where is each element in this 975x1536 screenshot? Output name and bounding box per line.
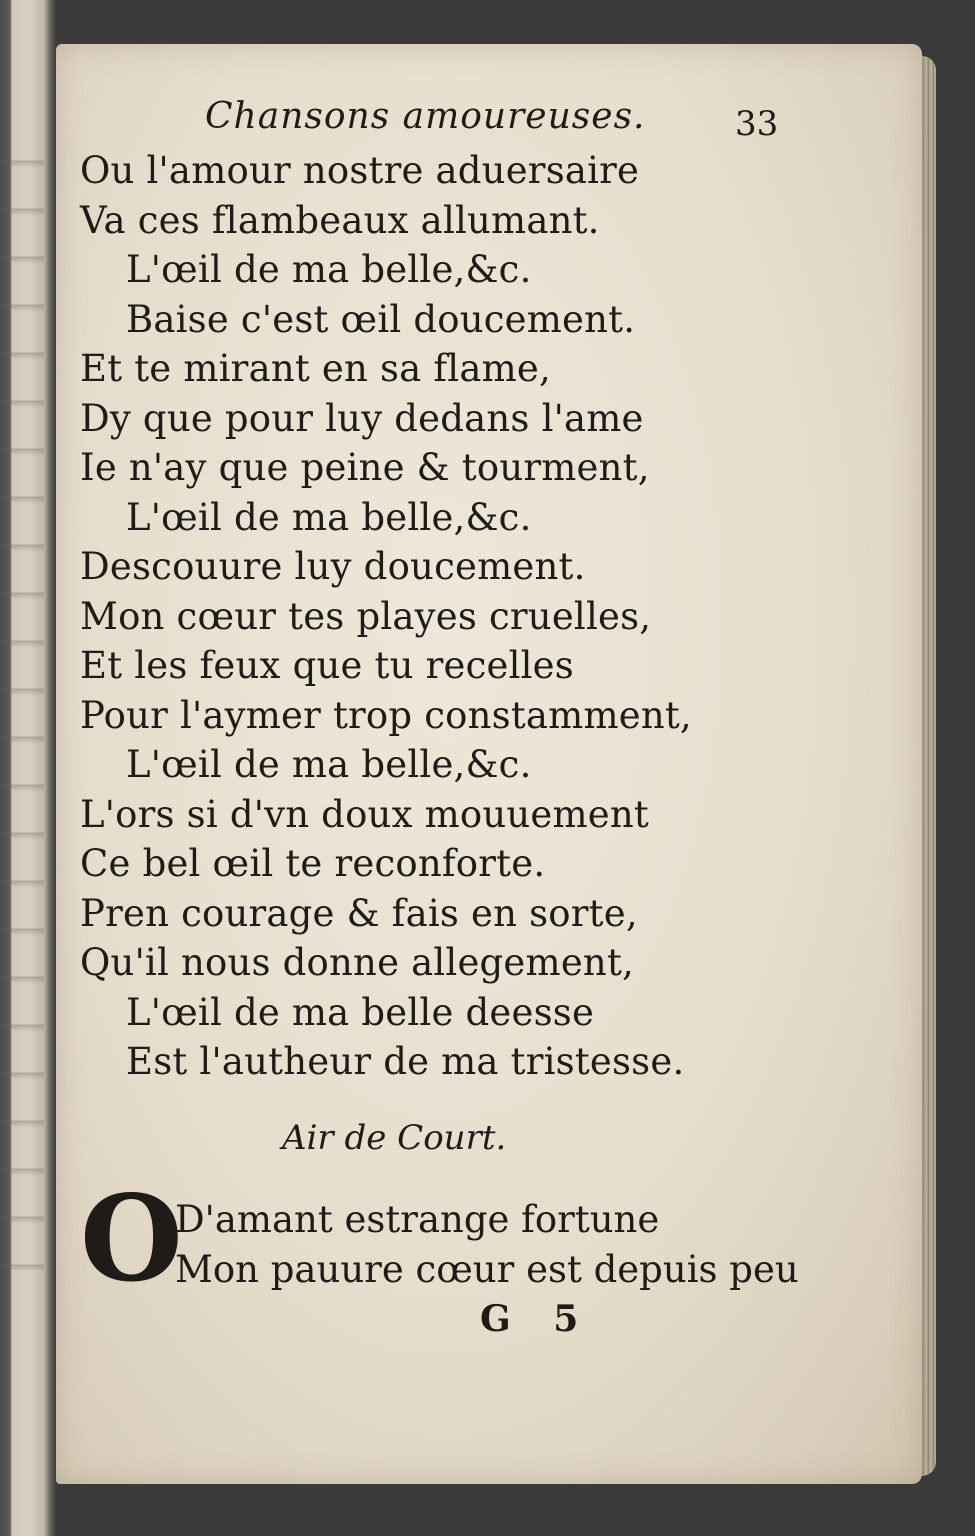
facing-page-edge: [0, 120, 44, 1270]
verse-line: Baise c'est œil doucement.: [126, 297, 636, 341]
verse-line: L'œil de ma belle deesse: [126, 990, 595, 1034]
verse-line: L'œil de ma belle,&c.: [126, 248, 532, 291]
verse-line: Mon cœur tes playes cruelles,: [80, 594, 652, 638]
verse-line: Ce bel œil te reconforte.: [80, 842, 546, 885]
verse-line: Et te mirant en sa flame,: [80, 347, 551, 390]
running-head: Chansons amoureuses.: [205, 96, 646, 137]
verse-line: Pren courage & fais en sorte,: [80, 891, 638, 935]
verse-line: Et les feux que tu recelles: [80, 644, 574, 687]
stanza-line: Mon pauure cœur est depuis peu: [175, 1248, 799, 1291]
verse-line: L'ors si d'vn doux mouuement: [80, 792, 650, 836]
verse-line: Descouure luy doucement.: [80, 545, 586, 588]
verse-line: L'œil de ma belle,&c.: [126, 743, 532, 786]
stanza-line: D'amant estrange fortune: [175, 1198, 660, 1241]
verse-line: Est l'autheur de ma tristesse.: [126, 1040, 685, 1083]
drop-cap: O: [80, 1169, 183, 1308]
section-title: Air de Court.: [282, 1118, 507, 1158]
verse-line: Ou l'amour nostre aduersaire: [80, 149, 640, 192]
verse-line: Pour l'aymer trop constamment,: [80, 693, 692, 737]
verse-line: Ie n'ay que peine & tourment,: [80, 446, 650, 489]
verse-list: [80, 146, 700, 1087]
page-number: 33: [735, 104, 779, 144]
verse-line: Qu'il nous donne allegement,: [80, 941, 634, 984]
stanza-lines: [175, 1195, 799, 1295]
signature-mark: G 5: [480, 1298, 579, 1340]
verse-line: L'œil de ma belle,&c.: [126, 495, 532, 539]
verse-line: Dy que pour luy dedans l'ame: [80, 396, 644, 440]
verse-line: Va ces flambeaux allumant.: [80, 198, 600, 242]
